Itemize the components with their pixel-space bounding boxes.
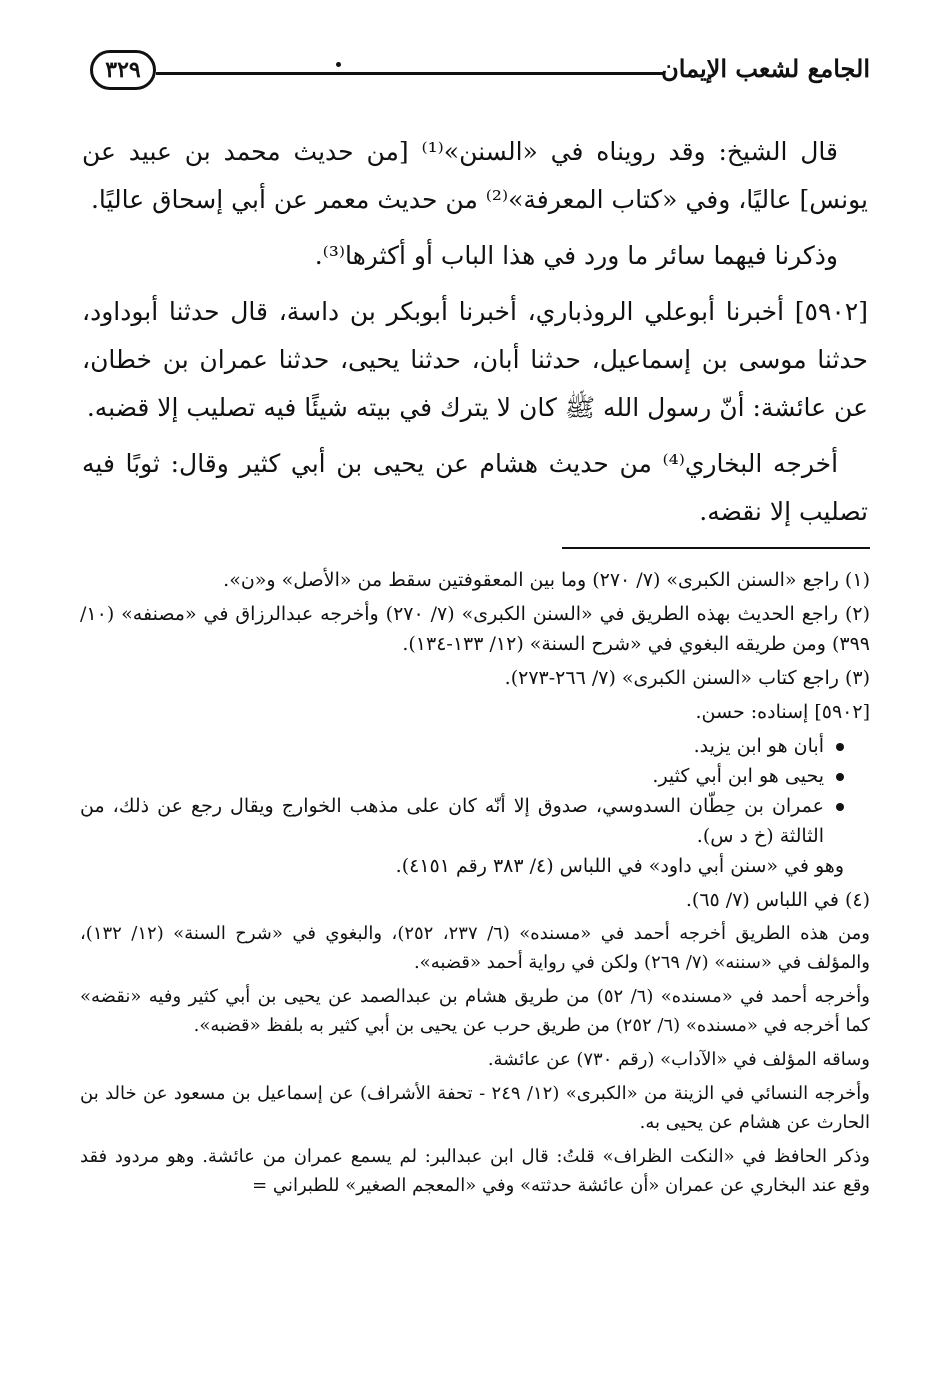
- main-text: [82, 128, 868, 544]
- sunan-reference: وهو في «سنن أبي داود» في اللباس (٤/ ٣٨٣ رقم ٤١٥١).: [395, 855, 844, 877]
- bullet-icon: [836, 773, 844, 781]
- isnad-title: [٥٩٠٢] إسناده: حسن.: [695, 701, 870, 723]
- hadith-paragraph: [٥٩٠٢] أخبرنا أبوعلي الروذباري، أخبرنا أبوبكر بن داسة، قال حدثنا أبوداود، حدثنا موسى بن إسماعيل، حدثنا أبان، حدثنا يحيى، حدثنا عمران بن خطان، عن عائشة: أنّ رسول الله ﷺ كان لا يترك في بيته شيئًا فيه تصليب إلا قضبه.: [82, 297, 868, 422]
- page-number: ٣٢٩: [90, 50, 156, 90]
- footnote-separator: [562, 547, 870, 549]
- header-dot: [336, 62, 341, 67]
- list-item: أبان هو ابن يزيد.: [80, 731, 844, 761]
- running-title: الجامع لشعب الإيمان: [661, 54, 870, 83]
- footnote-2: (٢) راجع الحديث بهذه الطريق في «السنن الكبرى» (٧/ ٢٧٠) وأخرجه عبدالرزاق في «مصنفه» (١٠/ ٣٩٩) ومن طريقه البغوي في «شرح السنة» (١٢/ ١٣٣-١٣٤).: [80, 603, 870, 655]
- list-item: يحيى هو ابن أبي كثير.: [80, 761, 844, 791]
- footnotes: [80, 565, 870, 1205]
- footnote-4-detail: وذكر الحافظ في «النكت الظراف» قلتُ: قال ابن عبدالبر: لم يسمع عمران من عائشة. وهو مردود فقد وقع عند البخاري عن عمران «أن عائشة حدثته» وفي «المعجم الصغير» للطبراني =: [80, 1146, 870, 1196]
- footnote-4: (٤) في اللباس (٧/ ٦٥).: [685, 889, 870, 911]
- footnote-4-detail: وساقه المؤلف في «الآداب» (رقم ٧٣٠) عن عائشة.: [487, 1049, 870, 1070]
- footnote-1: (١) راجع «السنن الكبرى» (٧/ ٢٧٠) وما بين المعقوفتين سقط من «الأصل» و«ن».: [223, 569, 870, 591]
- paragraph: وذكرنا فيهما سائر ما ورد في هذا الباب أو أكثرها⁽³⁾.: [314, 241, 838, 270]
- footnote-4-detail: وأخرجه النسائي في الزينة من «الكبرى» (١٢/ ٢٤٩ - تحفة الأشراف) عن إسماعيل بن مسعود عن خالد بن الحارث عن هشام عن يحيى به.: [80, 1083, 870, 1133]
- narrator-list: [80, 731, 870, 851]
- paragraph: أخرجه البخاري⁽⁴⁾ من حديث هشام عن يحيى بن أبي كثير وقال: ثوبًا فيه تصليب إلا نقضه.: [82, 449, 868, 526]
- bullet-icon: [836, 743, 844, 751]
- page-header: [80, 50, 870, 110]
- list-item: عمران بن حِطّان السدوسي، صدوق إلا أنّه كان على مذهب الخوارج ويقال رجع عن ذلك، من الثالثة (خ د س).: [80, 791, 844, 851]
- header-rule: [156, 72, 665, 75]
- footnote-4-detail: ومن هذه الطريق أخرجه أحمد في «مسنده» (٦/ ٢٣٧، ٢٥٢)، والبغوي في «شرح السنة» (١٢/ ١٣٢)، والمؤلف في «سننه» (٧/ ٢٦٩) ولكن في رواية أحمد «قضبه».: [80, 923, 870, 973]
- paragraph: قال الشيخ: وقد رويناه في «السنن»⁽¹⁾ [من حديث محمد بن عبيد عن يونس] عاليًا، وفي «كتاب المعرفة»⁽²⁾ من حديث معمر عن أبي إسحاق عاليًا.: [82, 137, 868, 214]
- bullet-icon: [836, 803, 844, 811]
- footnote-3: (٣) راجع كتاب «السنن الكبرى» (٧/ ٢٦٦-٢٧٣).: [504, 667, 870, 689]
- footnote-4-detail: وأخرجه أحمد في «مسنده» (٦/ ٥٢) من طريق هشام بن عبدالصمد عن يحيى بن أبي كثير وفيه «نقضه» كما أخرجه في «مسنده» (٦/ ٢٥٢) من طريق حرب عن يحيى بن أبي كثير به بلفظ «قضبه».: [80, 986, 870, 1036]
